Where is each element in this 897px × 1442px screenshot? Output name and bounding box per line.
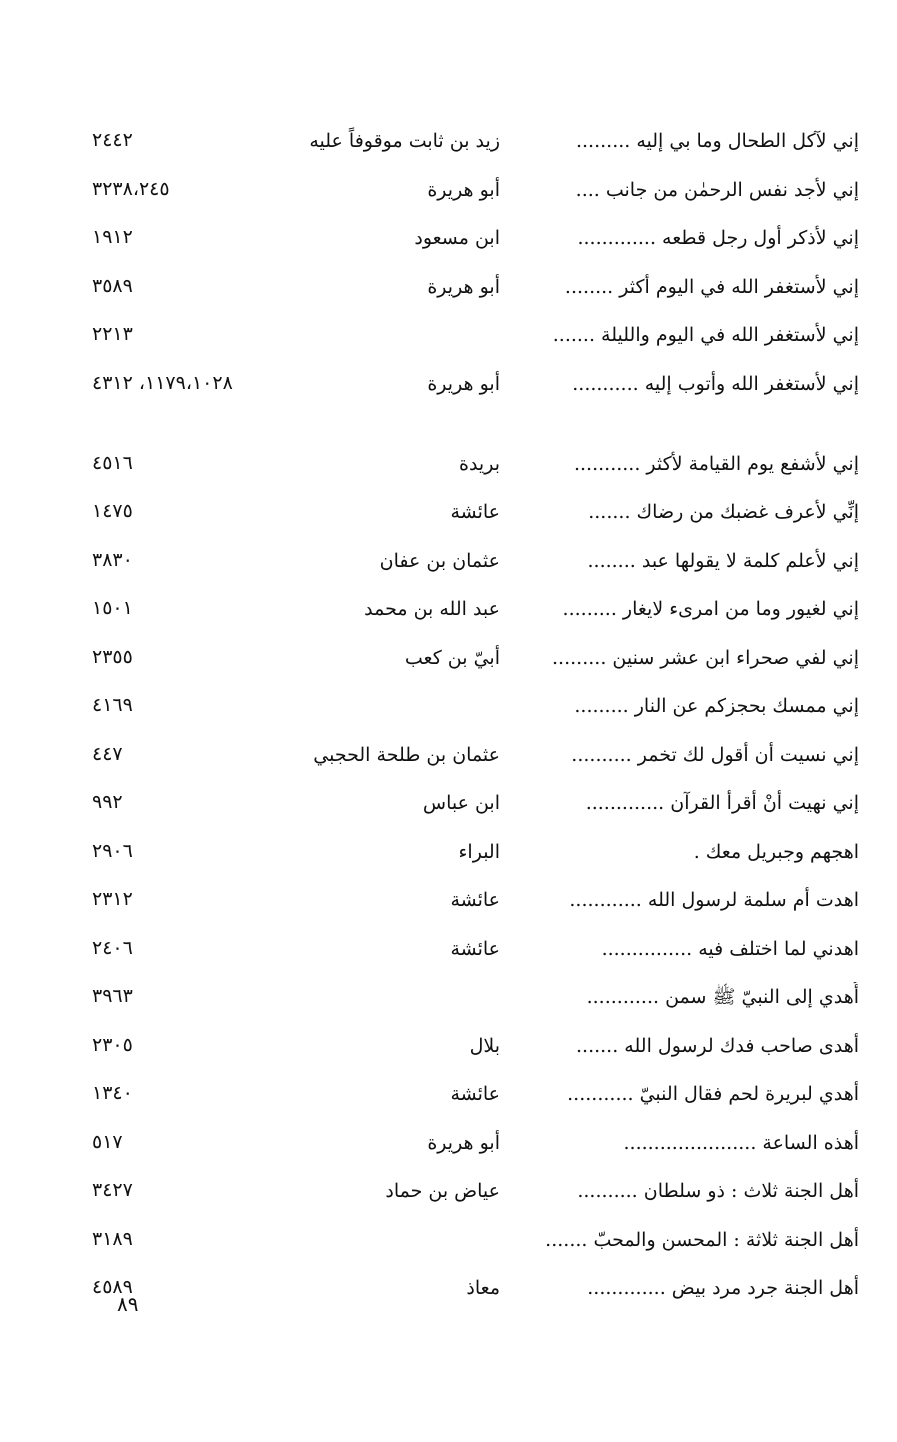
hadith-text: إني نهيت أنْ أقرأ القرآن ............. bbox=[585, 792, 859, 814]
reference-numbers: ٢٣١٢ bbox=[92, 888, 133, 910]
narrator: أبو هريرة bbox=[427, 275, 500, 298]
index-entry bbox=[0, 926, 897, 975]
narrator: بلال bbox=[469, 1034, 500, 1057]
reference-numbers: ٤٥١٦ bbox=[92, 451, 133, 474]
reference-numbers: ٣٢٣٨،٢٤٥ bbox=[92, 177, 170, 200]
hadith-text: أهذه الساعة ...................... bbox=[623, 1131, 859, 1154]
index-entry bbox=[0, 780, 897, 829]
hadith-text: إني لفي صحراء ابن عشر سنين ......... bbox=[552, 646, 859, 669]
hadith-text: أهل الجنة جرد مرد بيض ............. bbox=[587, 1277, 859, 1299]
reference-numbers: ١١٧٩،١٠٢٨، ٤٣١٢ bbox=[92, 371, 233, 394]
hadith-text: إني لأشفع يوم القيامة لأكثر ........... bbox=[573, 452, 859, 475]
reference-numbers: ٢٣٥٥ bbox=[92, 645, 133, 668]
index-entry bbox=[0, 1168, 897, 1217]
narrator: عائشة bbox=[450, 889, 500, 911]
index-entry bbox=[0, 441, 897, 490]
index-entry bbox=[0, 877, 897, 926]
narrator: ابن عباس bbox=[422, 792, 500, 814]
narrator: معاذ bbox=[466, 1277, 500, 1299]
index-entry bbox=[0, 167, 897, 216]
index-entry bbox=[0, 312, 897, 361]
reference-numbers: ١٤٧٥ bbox=[92, 500, 133, 522]
reference-numbers: ١٩١٢ bbox=[92, 226, 133, 248]
index-entry bbox=[0, 974, 897, 1023]
reference-numbers: ٢٢١٣ bbox=[92, 323, 133, 345]
hadith-index-list bbox=[0, 118, 897, 1314]
narrator: بريدة bbox=[459, 452, 500, 475]
reference-numbers: ٩٩٢ bbox=[92, 791, 123, 813]
hadith-text: إني ممسك بحجزكم عن النار ......... bbox=[574, 695, 859, 717]
hadith-text: إني لأعلم كلمة لا يقولها عبد ........ bbox=[587, 549, 859, 572]
reference-numbers: ٤٥٨٩ bbox=[92, 1276, 133, 1298]
narrator: عياض بن حماد bbox=[385, 1180, 500, 1202]
narrator: البراء bbox=[458, 840, 500, 863]
index-entry bbox=[0, 635, 897, 684]
reference-numbers: ٣٥٨٩ bbox=[92, 274, 133, 297]
reference-numbers: ١٥٠١ bbox=[92, 597, 133, 619]
hadith-text: إني لأستغفر الله في اليوم أكثر ........ bbox=[564, 275, 859, 298]
hadith-text: أهل الجنة ثلاث : ذو سلطان .......... bbox=[577, 1180, 859, 1202]
narrator: عائشة bbox=[450, 937, 500, 960]
narrator: أبو هريرة bbox=[427, 372, 500, 395]
index-entry bbox=[0, 361, 897, 441]
index-entry bbox=[0, 683, 897, 732]
hadith-text: أهدي لبريرة لحم فقال النبيّ ........... bbox=[567, 1083, 859, 1105]
hadith-text: اهجهم وجبريل معك . bbox=[693, 840, 859, 863]
hadith-text: اهدت أم سلمة لرسول الله ............ bbox=[569, 889, 859, 911]
hadith-text: اهدني لما اختلف فيه ............... bbox=[601, 937, 859, 960]
index-entry bbox=[0, 586, 897, 635]
index-entry bbox=[0, 215, 897, 264]
index-entry bbox=[0, 489, 897, 538]
narrator: عثمان بن عفان bbox=[379, 549, 500, 572]
narrator: عثمان بن طلحة الحجبي bbox=[313, 743, 500, 766]
hadith-text: إني لأجد نفس الرحمٰن من جانب .... bbox=[575, 178, 859, 201]
hadith-text: إني لأستغفر الله وأتوب إليه ........... bbox=[572, 372, 859, 395]
hadith-text: أهدى صاحب فدك لرسول الله ....... bbox=[575, 1034, 859, 1057]
page-number: ٨٩ bbox=[117, 1292, 139, 1316]
index-entry bbox=[0, 732, 897, 781]
index-entry bbox=[0, 118, 897, 167]
index-entry bbox=[0, 1120, 897, 1169]
hadith-text: أهل الجنة ثلاثة : المحسن والمحبّ ....... bbox=[545, 1228, 859, 1251]
narrator: عائشة bbox=[450, 501, 500, 523]
reference-numbers: ٣٨٣٠ bbox=[92, 548, 133, 571]
hadith-text: أُهدي إلى النبيّ ﷺ سمن ............ bbox=[586, 986, 859, 1008]
hadith-text: إني لأستغفر الله في اليوم والليلة ....... bbox=[552, 324, 859, 346]
reference-numbers: ٢٣٠٥ bbox=[92, 1033, 133, 1056]
reference-numbers: ٣١٨٩ bbox=[92, 1227, 133, 1250]
reference-numbers: ٥١٧ bbox=[92, 1130, 123, 1153]
hadith-text: إني لغيور وما من امرىء لايغار ......... bbox=[562, 598, 859, 620]
narrator: زيد بن ثابت موقوفاً عليه bbox=[309, 130, 500, 152]
narrator: أبو هريرة bbox=[427, 1131, 500, 1154]
reference-numbers: ٢٤٤٢ bbox=[92, 129, 133, 151]
narrator: عائشة bbox=[450, 1083, 500, 1105]
reference-numbers: ٢٩٠٦ bbox=[92, 839, 133, 862]
hadith-text: إنِّي لأعرف غضبك من رضاك ....... bbox=[588, 501, 859, 523]
narrator: أبو هريرة bbox=[427, 178, 500, 201]
index-entry bbox=[0, 1217, 897, 1266]
narrator: عبد الله بن محمد bbox=[364, 598, 500, 620]
reference-numbers: ١٣٤٠ bbox=[92, 1082, 133, 1104]
index-entry bbox=[0, 264, 897, 313]
reference-numbers: ٣٤٢٧ bbox=[92, 1179, 133, 1201]
reference-numbers: ٣٩٦٣ bbox=[92, 985, 133, 1007]
hadith-text: إني لأذكر أول رجل قطعه ............. bbox=[577, 227, 859, 249]
hadith-text: إني لآكل الطحال وما بي إليه ......... bbox=[575, 130, 859, 152]
index-entry bbox=[0, 1071, 897, 1120]
reference-numbers: ٤٤٧ bbox=[92, 742, 123, 765]
reference-numbers: ٤١٦٩ bbox=[92, 694, 133, 716]
index-entry bbox=[0, 1023, 897, 1072]
narrator: ابن مسعود bbox=[414, 227, 500, 249]
reference-numbers: ٢٤٠٦ bbox=[92, 936, 133, 959]
index-entry bbox=[0, 829, 897, 878]
index-entry bbox=[0, 538, 897, 587]
hadith-text: إني نسيت أن أقول لك تخمر .......... bbox=[571, 743, 859, 766]
narrator: أبيّ بن كعب bbox=[404, 646, 500, 669]
